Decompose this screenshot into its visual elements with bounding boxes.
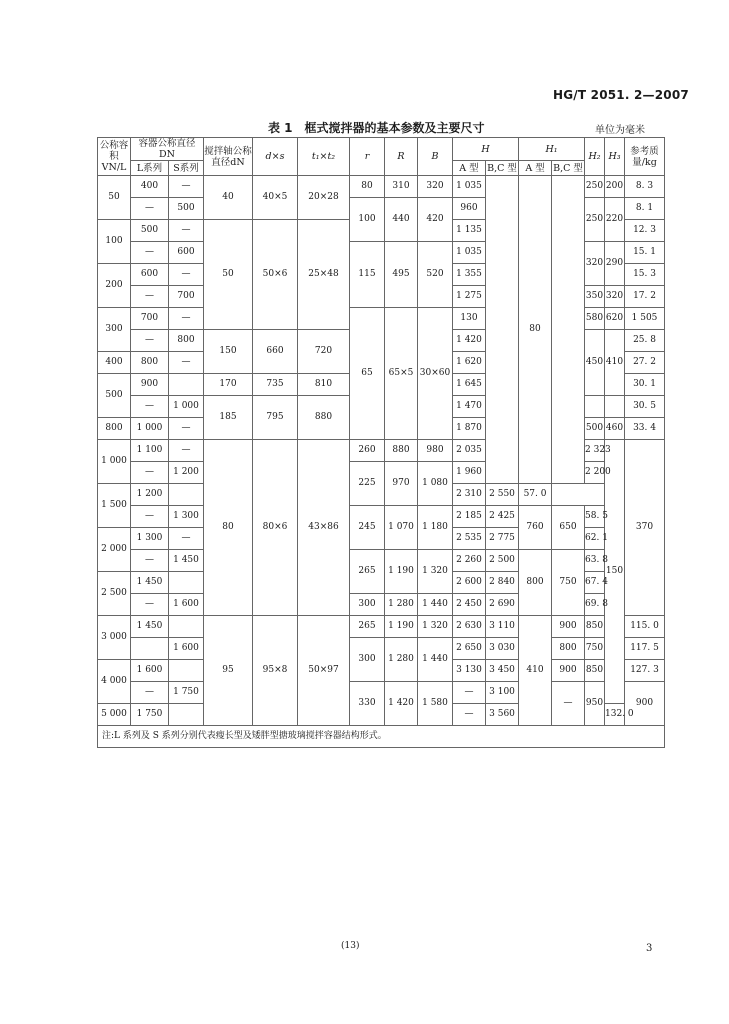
B-cell: 980 (418, 440, 453, 462)
h2-cell: 800 (519, 550, 552, 616)
dn-l-cell: 600 (131, 264, 169, 286)
h3-cell: 850 (585, 616, 605, 638)
dn-l-cell: — (131, 594, 169, 616)
header-h1-a: A 型 (519, 161, 552, 176)
B-cell: 1 180 (418, 506, 453, 550)
dn-s-cell: 1 300 (169, 506, 204, 528)
vn-cell: 2 000 (98, 528, 131, 572)
mass-cell: 62. 1 (585, 528, 605, 550)
h-bc-cell: 3 030 (486, 638, 519, 660)
vn-cell: 100 (98, 220, 131, 264)
h3-cell: 200 (605, 176, 625, 198)
dn-l-cell: 800 (131, 352, 169, 374)
table-title: 表 1 框式搅拌器的基本参数及主要尺寸 (268, 121, 485, 135)
dn-l-cell: 1 000 (131, 418, 169, 440)
R-cell: 970 (385, 462, 418, 506)
h1-bc-cell: 410 (519, 616, 552, 726)
mass-cell: 63. 8 (585, 550, 605, 572)
r-cell: 265 (350, 550, 385, 594)
h-bc-cell: 3 450 (486, 660, 519, 682)
R-cell: 1 190 (385, 616, 418, 638)
t1t2-cell: 43×86 (298, 440, 350, 616)
t1t2-cell: 20×28 (298, 176, 350, 220)
h-bc-cell: 2 425 (486, 506, 519, 528)
dn-l-cell: 1 750 (131, 704, 169, 726)
h-a-cell: 1 035 (453, 176, 486, 198)
h-a-cell: 1 505 (625, 308, 665, 330)
dn-s-cell: 1 450 (169, 550, 204, 572)
vn-cell: 300 (98, 308, 131, 352)
dn-s-cell (169, 484, 204, 506)
page-number: 3 (646, 943, 653, 954)
header-dn-s: S系列 (169, 161, 204, 176)
h2-cell: 250 (585, 198, 605, 242)
mass-cell: 17. 2 (625, 286, 665, 308)
h3-cell (605, 396, 625, 418)
dxs-cell: 65×5 (385, 308, 418, 440)
h2-cell (585, 396, 605, 418)
h-a-cell: 2 035 (453, 440, 486, 462)
h-a-cell: 960 (453, 198, 486, 220)
h-a-cell: — (453, 704, 486, 726)
B-cell: 1 580 (418, 682, 453, 726)
r-cell: 265 (350, 616, 385, 638)
t1t2-cell: 30×60 (418, 308, 453, 440)
h-a-cell: 2 630 (453, 616, 486, 638)
h-a-cell: 3 130 (453, 660, 486, 682)
t1t2-cell: 25×48 (298, 220, 350, 330)
header-vn: 公称容积VN/L (98, 138, 131, 176)
B-cell: 720 (298, 330, 350, 374)
h1-a-cell: — (552, 682, 585, 726)
dn-s-cell (169, 374, 204, 396)
vn-cell: 500 (98, 374, 131, 418)
h-a-cell: 2 450 (453, 594, 486, 616)
r-cell: 300 (350, 638, 385, 682)
h3-cell: 410 (605, 330, 625, 396)
dn-l-cell: 1 100 (131, 440, 169, 462)
r-cell: 225 (350, 462, 385, 506)
header-r: r (350, 138, 385, 176)
dn-s-cell: 500 (169, 198, 204, 220)
h-a-cell: 1 275 (453, 286, 486, 308)
h-a-cell: 2 310 (453, 484, 486, 506)
dn-l-cell: — (131, 396, 169, 418)
vn-cell: 2 500 (98, 572, 131, 616)
mass-cell: 30. 1 (625, 374, 665, 396)
h2-cell: 900 (552, 660, 585, 682)
R-cell: 1 190 (385, 550, 418, 594)
unit-note: 单位为毫米 (595, 125, 645, 136)
R-cell: 1 280 (385, 594, 418, 616)
header-dxs: d×s (253, 138, 298, 176)
mass-cell: 27. 2 (625, 352, 665, 374)
h2-cell: 950 (585, 682, 605, 726)
dn-s-cell: 1 750 (169, 682, 204, 704)
mass-cell: 8. 3 (625, 176, 665, 198)
r-cell: 150 (204, 330, 253, 374)
R-cell: 795 (253, 396, 298, 440)
dn-s-cell: — (169, 418, 204, 440)
vn-cell: 5 000 (98, 704, 131, 726)
shaft-cell: 40 (204, 176, 253, 220)
h3-cell: 850 (585, 660, 605, 682)
parameter-table (97, 137, 665, 748)
r-cell: 115 (350, 242, 385, 308)
mass-cell: 33. 4 (625, 418, 665, 440)
h-bc-cell: 2 200 (585, 462, 605, 484)
h-a-cell: 1 870 (453, 418, 486, 440)
h-bc-cell: 2 550 (486, 484, 519, 506)
r-cell: 185 (204, 396, 253, 440)
standard-number: HG/T 2051. 2—2007 (553, 88, 689, 102)
h-a-cell: — (453, 682, 486, 704)
dn-s-cell (169, 572, 204, 594)
vn-cell: 50 (98, 176, 131, 220)
shaft-cell: 50 (204, 220, 253, 330)
mass-cell: 30. 5 (625, 396, 665, 418)
h-a-cell: 1 470 (453, 396, 486, 418)
dn-l-cell: — (131, 330, 169, 352)
vn-cell: 3 000 (98, 616, 131, 660)
dn-l-cell: — (131, 198, 169, 220)
vn-cell: 1 500 (98, 484, 131, 528)
mass-cell: 132. 0 (605, 704, 625, 726)
h-a-cell: 1 355 (453, 264, 486, 286)
dn-l-cell: — (131, 286, 169, 308)
B-cell: 1 320 (418, 550, 453, 594)
dn-l-cell: 900 (131, 374, 169, 396)
h-bc-cell: 2 840 (486, 572, 519, 594)
header-B: B (418, 138, 453, 176)
R-cell: 310 (385, 176, 418, 198)
dxs-cell: 80×6 (253, 440, 298, 616)
mass-cell: 127. 3 (625, 660, 665, 682)
r-cell: 260 (350, 440, 385, 462)
dn-l-cell: — (131, 462, 169, 484)
h-a-cell: 1 135 (453, 220, 486, 242)
shaft-cell: 95 (204, 616, 253, 726)
h1-bc-cell: 370 (625, 440, 665, 616)
h2-cell: 350 (585, 286, 605, 308)
header-h-a: A 型 (453, 161, 486, 176)
R-cell: 1 420 (385, 682, 418, 726)
h-a-cell: 1 035 (453, 242, 486, 264)
dn-l-cell: — (131, 550, 169, 572)
header-dn-l: L系列 (131, 161, 169, 176)
mass-cell: 115. 0 (625, 616, 665, 638)
vn-cell: 4 000 (98, 660, 131, 704)
B-cell: 420 (418, 198, 453, 242)
header-shaft: 搅拌轴公称直径dN (204, 138, 253, 176)
dn-l-cell: 1 600 (131, 660, 169, 682)
header-h1-bc: B,C 型 (553, 162, 583, 174)
h-bc-cell: 3 110 (486, 616, 519, 638)
mass-cell: 117. 5 (625, 638, 665, 660)
h-a-cell: 2 600 (453, 572, 486, 594)
dn-l-cell (131, 638, 169, 660)
t1t2-cell: 50×97 (298, 616, 350, 726)
dn-s-cell: — (169, 308, 204, 330)
h-a-cell: 1 645 (453, 374, 486, 396)
dn-l-cell: 1 200 (131, 484, 169, 506)
dn-l-cell: 500 (131, 220, 169, 242)
h-a-cell: 2 185 (453, 506, 486, 528)
R-cell: 495 (385, 242, 418, 308)
B-cell: 620 (605, 308, 625, 330)
r-cell: 100 (350, 198, 385, 242)
h1-a-cell: 150 (605, 440, 625, 704)
R-cell: 440 (385, 198, 418, 242)
B-cell: 520 (418, 242, 453, 308)
h-a-cell: 1 420 (453, 330, 486, 352)
R-cell: 580 (585, 308, 605, 330)
h-bc-cell: 2 500 (486, 550, 519, 572)
h-a-cell: 1 620 (453, 352, 486, 374)
header-h-bc: B,C 型 (487, 162, 517, 174)
dn-s-cell (169, 704, 204, 726)
h3-cell: 290 (605, 242, 625, 286)
h2-cell: 320 (585, 242, 605, 286)
r-cell: 330 (350, 682, 385, 726)
header-H3: H₃ (605, 138, 625, 176)
dn-s-cell: — (169, 176, 204, 198)
dn-s-cell: — (169, 352, 204, 374)
r-cell: 245 (350, 506, 385, 550)
mass-cell: 69. 8 (585, 594, 605, 616)
mass-cell: 25. 8 (625, 330, 665, 352)
r-cell: 80 (350, 176, 385, 198)
h2-cell: 450 (585, 330, 605, 396)
vn-cell: 400 (98, 352, 131, 374)
R-cell: 735 (253, 374, 298, 396)
B-cell: 1 440 (418, 638, 453, 682)
h3-cell: 900 (625, 682, 665, 726)
h1-a-cell: 80 (519, 176, 552, 484)
dn-s-cell: 800 (169, 330, 204, 352)
header-t1t2: t₁×t₂ (298, 138, 350, 176)
dn-s-cell: 1 000 (169, 396, 204, 418)
dn-s-cell: 1 200 (169, 462, 204, 484)
dn-s-cell: 700 (169, 286, 204, 308)
B-cell: 320 (418, 176, 453, 198)
dn-l-cell: 400 (131, 176, 169, 198)
vn-cell: 200 (98, 264, 131, 308)
dn-l-cell: 1 450 (131, 572, 169, 594)
mass-cell: 15. 3 (625, 264, 665, 286)
R-cell: 1 280 (385, 638, 418, 682)
h3-cell: 750 (552, 550, 585, 616)
dn-s-cell: — (169, 264, 204, 286)
h2-cell: 500 (585, 418, 605, 440)
h2-cell: 760 (519, 506, 552, 550)
mass-cell: 12. 3 (625, 220, 665, 242)
dn-s-cell (169, 660, 204, 682)
header-H2: H₂ (585, 138, 605, 176)
h1-bc-empty (552, 176, 585, 484)
h3-cell: 650 (552, 506, 585, 550)
dn-s-cell: — (169, 220, 204, 242)
h-a-cell: 1 960 (453, 462, 486, 484)
r-cell: 130 (453, 308, 486, 330)
dn-l-cell: 1 450 (131, 616, 169, 638)
mass-cell: 58. 5 (585, 506, 605, 528)
h3-cell: 750 (585, 638, 605, 660)
B-cell: 1 080 (418, 462, 453, 506)
h-a-cell: 2 535 (453, 528, 486, 550)
header-mass: 参考质量/kg (625, 138, 665, 176)
mass-cell: 8. 1 (625, 198, 665, 220)
mass-cell: 57. 0 (519, 484, 552, 506)
page-center-number: (13) (341, 941, 360, 951)
h-bc-cell: 2 690 (486, 594, 519, 616)
r-cell: 300 (350, 594, 385, 616)
B-cell: 1 440 (418, 594, 453, 616)
dn-l-cell: 1 300 (131, 528, 169, 550)
h-bc-cell: 3 560 (486, 704, 519, 726)
h2-cell: 900 (552, 616, 585, 638)
h-a-cell: 2 260 (453, 550, 486, 572)
shaft-cell: 65 (350, 308, 385, 440)
h3-cell: 460 (605, 418, 625, 440)
h2-cell: 800 (552, 638, 585, 660)
mass-cell: 15. 1 (625, 242, 665, 264)
mass-cell: 67. 4 (585, 572, 605, 594)
h-bc-empty (486, 176, 519, 484)
shaft-cell: 80 (204, 440, 253, 616)
R-cell: 1 070 (385, 506, 418, 550)
h-bc-cell: 2 775 (486, 528, 519, 550)
dxs-cell: 40×5 (253, 176, 298, 220)
table-note: 注:L 系列及 S 系列分别代表瘦长型及矮胖型搪玻璃搅拌容器结构形式。 (98, 726, 665, 748)
r-cell: 170 (204, 374, 253, 396)
dn-l-cell: 700 (131, 308, 169, 330)
h-a-cell: 2 650 (453, 638, 486, 660)
dn-s-cell: 1 600 (169, 638, 204, 660)
dn-s-cell: — (169, 528, 204, 550)
dn-s-cell (169, 616, 204, 638)
vn-cell: 1 000 (98, 440, 131, 484)
B-cell: 1 320 (418, 616, 453, 638)
h3-cell: 220 (605, 198, 625, 242)
R-cell: 660 (253, 330, 298, 374)
h-bc-cell: 2 323 (585, 440, 605, 462)
dn-l-cell: — (131, 682, 169, 704)
dn-s-cell: — (169, 440, 204, 462)
vn-cell: 800 (98, 418, 131, 440)
B-cell: 810 (298, 374, 350, 396)
dxs-cell: 50×6 (253, 220, 298, 330)
dxs-cell: 95×8 (253, 616, 298, 726)
header-H: H (453, 138, 519, 161)
dn-s-cell: 1 600 (169, 594, 204, 616)
dn-l-cell: — (131, 506, 169, 528)
dn-l-cell: — (131, 242, 169, 264)
R-cell: 880 (385, 440, 418, 462)
h2-cell: 250 (585, 176, 605, 198)
header-R: R (385, 138, 418, 176)
dn-s-cell: 600 (169, 242, 204, 264)
header-dn: 容器公称直径DN (131, 138, 204, 161)
header-H1: H₁ (519, 138, 585, 161)
h3-cell: 320 (605, 286, 625, 308)
h-bc-cell: 3 100 (486, 682, 519, 704)
B-cell: 880 (298, 396, 350, 440)
